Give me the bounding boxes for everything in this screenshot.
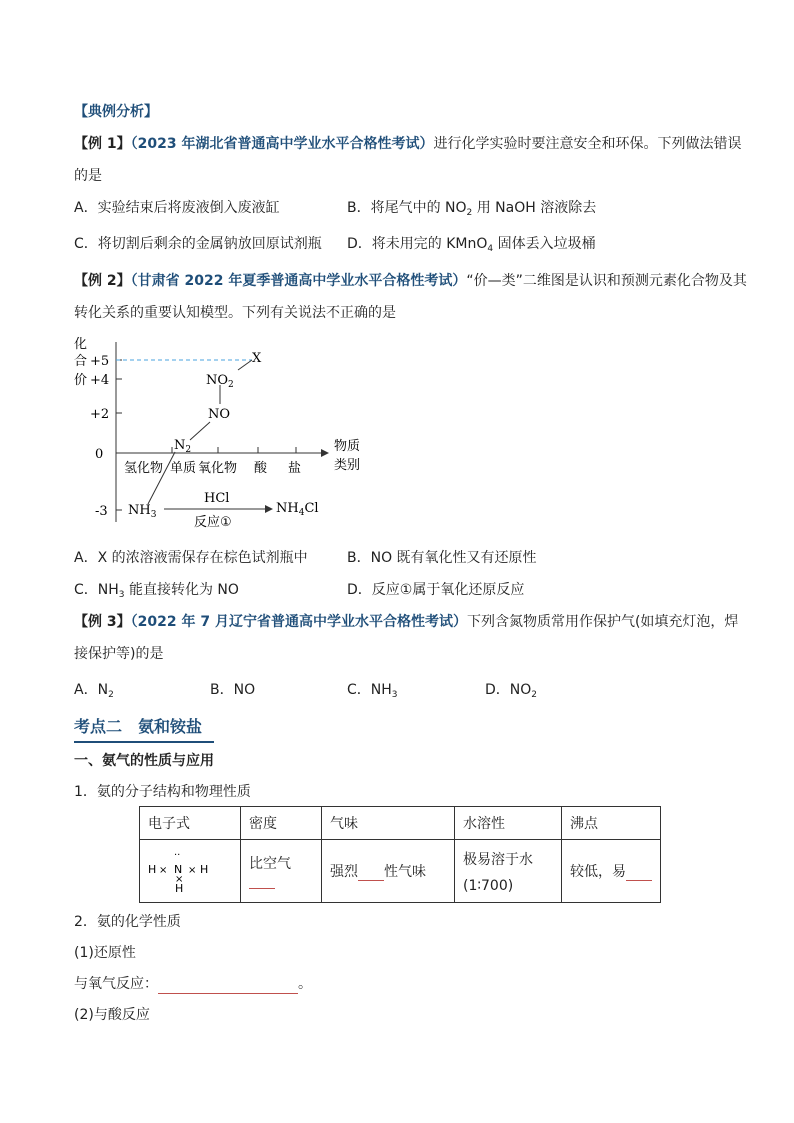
xtick-salt: 盐	[288, 461, 302, 476]
ytick-plus4: +4	[90, 373, 110, 388]
boiling-blank[interactable]	[626, 866, 652, 881]
svg-text:×: ×	[159, 865, 168, 876]
example-1-option-d: D．将未用完的 KMnO$_4$ 固体丢入垃圾桶	[347, 236, 596, 254]
item-2-title: 2．氨的化学性质	[74, 914, 181, 930]
example-3-option-d: D．$NO_2$	[485, 682, 538, 700]
svg-text:×: ×	[188, 865, 197, 876]
example-3-source: （2022 年 7 月辽宁省普通高中学业水平合格性考试）	[130, 614, 467, 630]
example-2-text: “价—类”二维图是认识和预测元素化合物及其	[466, 273, 747, 289]
point-no: NO	[208, 407, 231, 422]
th-solubility: 水溶性	[455, 807, 562, 840]
smell-blank[interactable]	[358, 866, 384, 881]
item-1-title: 1．氨的分子结构和物理性质	[74, 784, 251, 800]
example-3-line-2: 接保护等)的是	[74, 646, 164, 662]
xaxis-label-2: 类别	[334, 458, 361, 473]
example-1-tag: 【例 1】	[74, 136, 131, 152]
item-2-2-title: (2)与酸反应	[74, 1007, 150, 1023]
example-2-option-d: D．反应①属于氧化还原反应	[347, 582, 525, 598]
example-3-option-a: A．$N_2$	[74, 682, 114, 700]
ytick-minus3: -3	[95, 504, 108, 519]
example-3-option-b: B．NO	[210, 682, 256, 698]
example-2-line-2: 转化关系的重要认知模型。下列有关说法不正确的是	[74, 305, 396, 321]
yaxis-label-2: 合	[74, 354, 88, 369]
point-x: X	[252, 351, 262, 366]
ytick-zero: 0	[95, 447, 104, 462]
ammonia-electron-formula	[148, 844, 218, 894]
example-3-line-1	[74, 612, 738, 632]
point-n2: $N_2$	[174, 438, 192, 455]
example-2-source: （甘肃省 2022 年夏季普通高中学业水平合格性考试）	[130, 273, 467, 289]
xtick-oxide: 氧化物	[198, 461, 238, 476]
svg-text:N: N	[174, 863, 183, 876]
section-heading: 【典例分析】	[74, 104, 158, 120]
svg-text:H: H	[148, 863, 157, 876]
example-2-option-c: C．$NH_3$ 能直接转化为 NO	[74, 582, 239, 600]
yaxis-label-3: 价	[74, 373, 88, 388]
th-boiling-point: 沸点	[562, 807, 661, 840]
kaodian-underline	[74, 741, 214, 743]
point-nh3: $NH_3$	[128, 503, 157, 520]
example-2-line-1	[74, 271, 747, 291]
example-1-line-2: 的是	[74, 168, 102, 184]
xtick-hydride: 氢化物	[124, 461, 164, 476]
td-smell: 强烈 性气味	[322, 840, 455, 903]
ytick-plus2: +2	[90, 407, 110, 422]
kaodian-heading: 考点二 氨和铵盐	[74, 717, 203, 736]
example-2-option-b: B．NO 既有氧化性又有还原性	[347, 550, 537, 566]
item-2-1-title: (1)还原性	[74, 945, 136, 961]
example-3-tag: 【例 3】	[74, 614, 131, 630]
example-2-option-a: A．X 的浓溶液需保存在棕色试剂瓶中	[74, 550, 308, 566]
example-1-option-b: B．将尾气中的 $NO_2$ 用 NaOH 溶液除去	[347, 200, 597, 218]
ytick-plus5: +5	[90, 354, 110, 369]
yaxis-label-1: 化	[74, 337, 88, 352]
point-no2: $NO_2$	[206, 373, 234, 390]
ammonia-properties-table	[139, 806, 661, 903]
xaxis-label-1: 物质	[334, 439, 361, 454]
point-nh4cl: $NH_4Cl$	[276, 501, 319, 518]
svg-text:··: ··	[174, 850, 181, 861]
oxygen-reaction-blank[interactable]	[158, 979, 298, 994]
svg-text:H: H	[175, 882, 184, 894]
example-1-option-a: A．实验结束后将废液倒入废液缸	[74, 200, 280, 216]
arrow-label-reaction: 反应①	[194, 515, 232, 530]
svg-text:×: ×	[175, 874, 184, 885]
example-3-text: 下列含氮物质常用作保护气(如填充灯泡，焊	[466, 614, 739, 630]
svg-text:H: H	[200, 863, 209, 876]
example-1-option-c: C．将切割后剩余的金属钠放回原试剂瓶	[74, 236, 322, 252]
td-electron-formula	[140, 840, 241, 903]
xtick-acid: 酸	[254, 461, 268, 476]
example-1-text: 进行化学实验时要注意安全和环保。下列做法错误	[433, 136, 742, 152]
th-density: 密度	[241, 807, 322, 840]
xtick-element: 单质	[170, 461, 197, 476]
td-solubility: 极易溶于水 (1∶700)	[455, 840, 562, 903]
arrow-label-hcl: HCl	[204, 491, 230, 506]
density-blank[interactable]	[249, 874, 275, 889]
td-density: 比空气	[241, 840, 322, 903]
subheading-ammonia: 一、氨气的性质与应用	[74, 753, 214, 769]
oxygen-reaction-line: 与氧气反应： 。	[74, 976, 312, 992]
example-1-line-1	[74, 134, 741, 154]
th-electron-formula: 电子式	[140, 807, 241, 840]
th-smell: 气味	[322, 807, 455, 840]
td-boiling-point: 较低，易	[562, 840, 661, 903]
example-2-tag: 【例 2】	[74, 273, 131, 289]
example-3-option-c: C．$NH_3$	[347, 682, 398, 700]
valence-class-diagram	[70, 332, 380, 532]
example-1-source: （2023 年湖北省普通高中学业水平合格性考试）	[130, 136, 434, 152]
